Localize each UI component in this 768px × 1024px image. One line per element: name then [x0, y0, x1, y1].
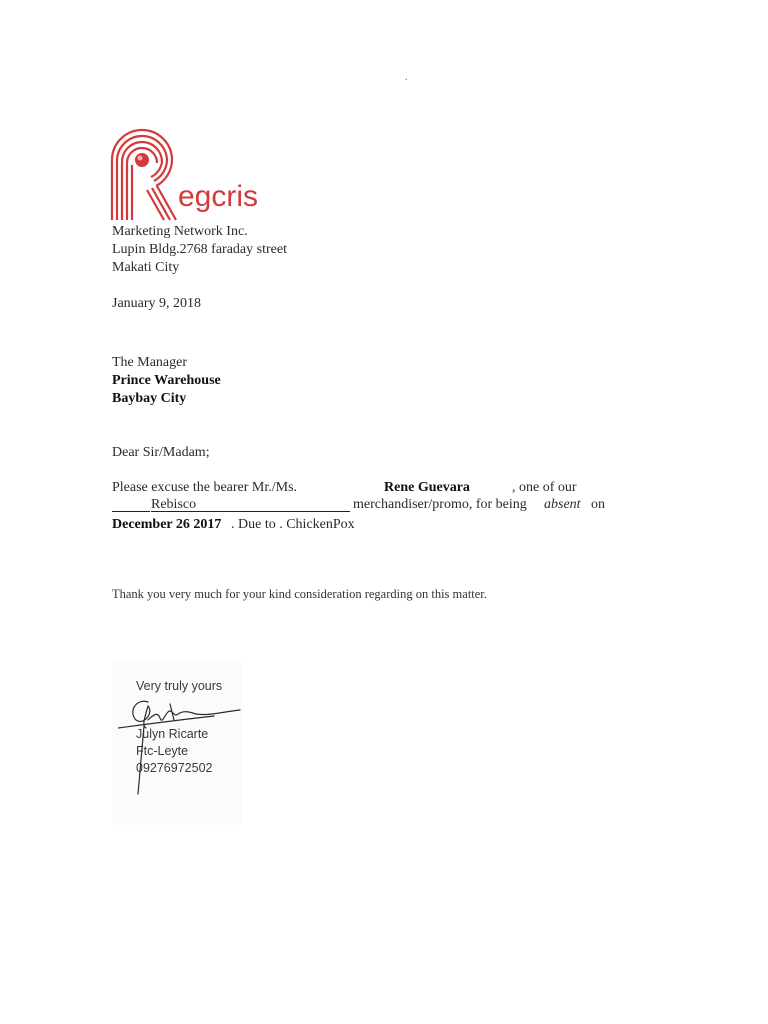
body-line1-prefix: Please excuse the bearer Mr./Ms. [112, 480, 298, 495]
brand-blank-underline [151, 497, 350, 512]
absence-reason: . Due to . ChickenPox [231, 517, 355, 532]
recipient-city: Baybay City [112, 391, 187, 406]
absence-date: December 26 2017 [112, 517, 222, 532]
handwritten-signature [118, 690, 248, 800]
svg-text:egcris: egcris [178, 180, 259, 213]
company-address-line2: Makati City [112, 260, 180, 275]
company-name: Marketing Network Inc. [112, 224, 248, 239]
thanks-line: Thank you very much for your kind consideration regarding on this matter. [112, 587, 487, 601]
recipient-company: Prince Warehouse [112, 373, 221, 388]
signer-name: Julyn Ricarte [136, 727, 209, 741]
body-line1-suffix: , one of our [512, 480, 577, 495]
brand-name: Rebisco [151, 497, 197, 512]
bearer-name: Rene Guevara [384, 480, 470, 495]
recipient-title: The Manager [112, 355, 188, 370]
company-address-line1: Lupin Bldg.2768 faraday street [112, 242, 287, 257]
absent-word: absent [544, 497, 581, 512]
regcris-logo [108, 128, 278, 223]
letter-date: January 9, 2018 [112, 296, 202, 311]
signer-phone: 09276972502 [136, 761, 213, 775]
header-mark: . [405, 72, 408, 83]
closing-text: Very truly yours [136, 679, 223, 693]
signer-position: Ftc-Leyte [136, 744, 189, 758]
brand-blank-left [112, 497, 150, 512]
body-line2-mid: merchandiser/promo, for being [353, 497, 527, 512]
body-line2-on: on [591, 497, 605, 512]
salutation: Dear Sir/Madam; [112, 445, 210, 460]
